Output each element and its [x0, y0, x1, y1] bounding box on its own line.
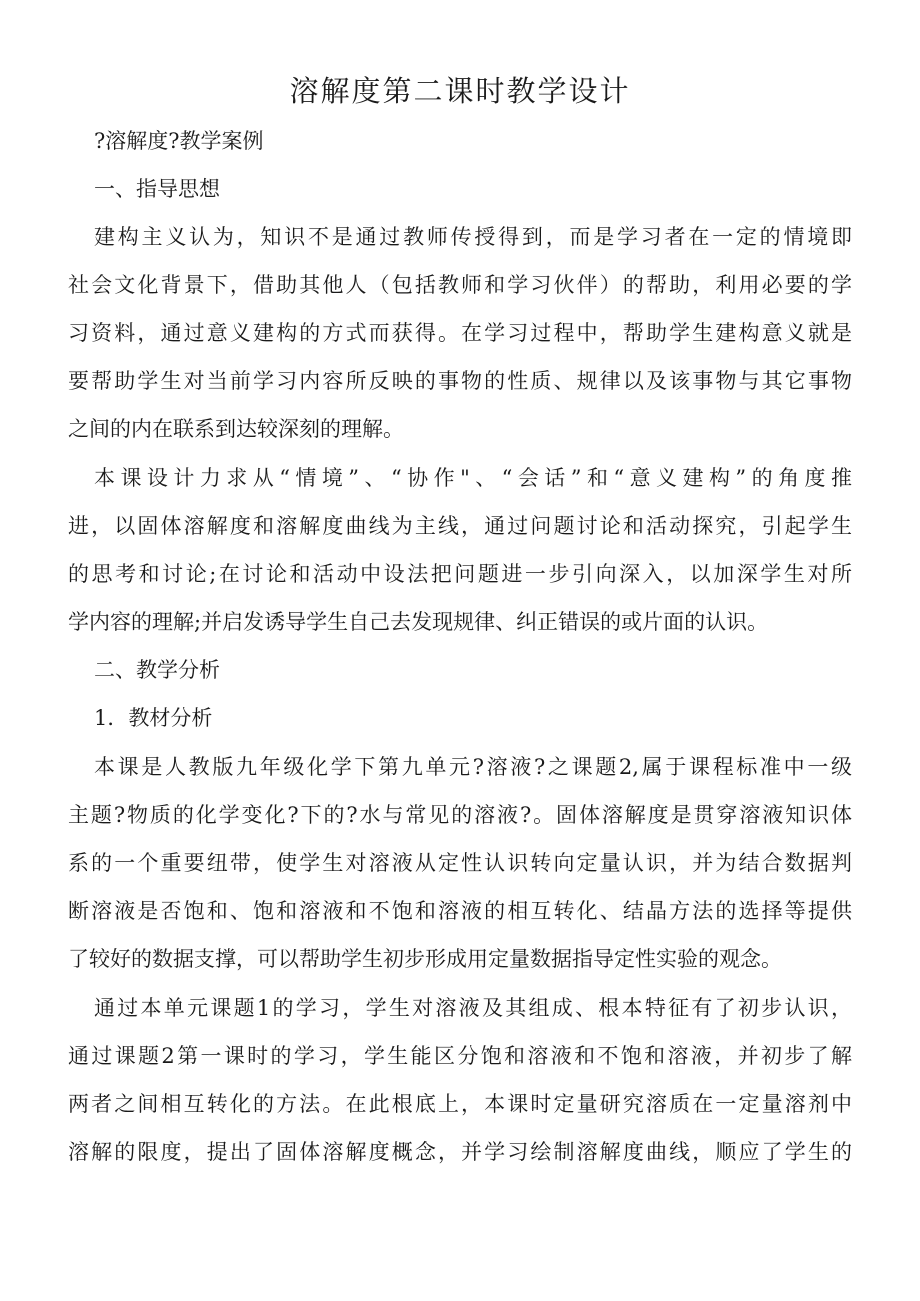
- paragraph-line: 通过课题2第一课时的学习，学生能区分饱和溶液和不饱和溶液，并初步了解: [68, 1044, 852, 1068]
- paragraph-line: 之间的内在联系到达较深刻的理解。: [68, 417, 404, 441]
- paragraph-line: 本课设计力求从“情境”、“协作"、“会话”和“意义建构”的角度推: [94, 466, 852, 490]
- paragraph-line: 社会文化背景下，借助其他人（包括教师和学习伙伴）的帮助，利用必要的学: [68, 273, 852, 297]
- paragraph-line: 系的一个重要纽带，使学生对溶液从定性认识转向定量认识，并为结合数据判: [68, 851, 852, 875]
- paragraph-line: 学内容的理解;并启发诱导学生自己去发现规律、纠正错误的或片面的认识。: [68, 610, 769, 634]
- paragraph-line: 建构主义认为，知识不是通过教师传授得到，而是学习者在一定的情境即: [94, 225, 852, 249]
- document-subtitle: ?溶解度?教学案例: [94, 129, 264, 153]
- document-title: 溶解度第二课时教学设计: [289, 74, 631, 108]
- section-heading-guiding-ideas: 一、指导思想: [94, 177, 220, 201]
- paragraph-line: 本课是人教版九年级化学下第九单元?溶液?之课题2,属于课程标准中一级: [94, 755, 852, 779]
- paragraph-line: 主题?物质的化学变化?下的?水与常见的溶液?。固体溶解度是贯穿溶液知识体: [68, 803, 852, 827]
- paragraph-line: 习资料，通过意义建构的方式而获得。在学习过程中，帮助学生建构意义就是: [68, 321, 852, 345]
- paragraph-line: 两者之间相互转化的方法。在此根底上，本课时定量研究溶质在一定量溶剂中: [68, 1092, 852, 1116]
- paragraph-line: 的思考和讨论;在讨论和活动中设法把问题进一步引向深入，以加深学生对所: [68, 562, 852, 586]
- paragraph-line: 断溶液是否饱和、饱和溶液和不饱和溶液的相互转化、结晶方法的选择等提供: [68, 899, 852, 923]
- section-heading-teaching-analysis: 二、教学分析: [94, 658, 220, 682]
- paragraph-line: 要帮助学生对当前学习内容所反映的事物的性质、规律以及该事物与其它事物: [68, 369, 852, 393]
- paragraph-line: 通过本单元课题1的学习，学生对溶液及其组成、根本特征有了初步认识，: [94, 996, 852, 1020]
- paragraph-line: 溶解的限度，提出了固体溶解度概念，并学习绘制溶解度曲线，顺应了学生的: [68, 1140, 852, 1164]
- paragraph-line: 了较好的数据支撑，可以帮助学生初步形成用定量数据指导定性实验的观念。: [68, 947, 782, 971]
- paragraph-line: 进，以固体溶解度和溶解度曲线为主线，通过问题讨论和活动探究，引起学生: [68, 514, 852, 538]
- subsection-heading-textbook-analysis: 1．教材分析: [94, 706, 213, 730]
